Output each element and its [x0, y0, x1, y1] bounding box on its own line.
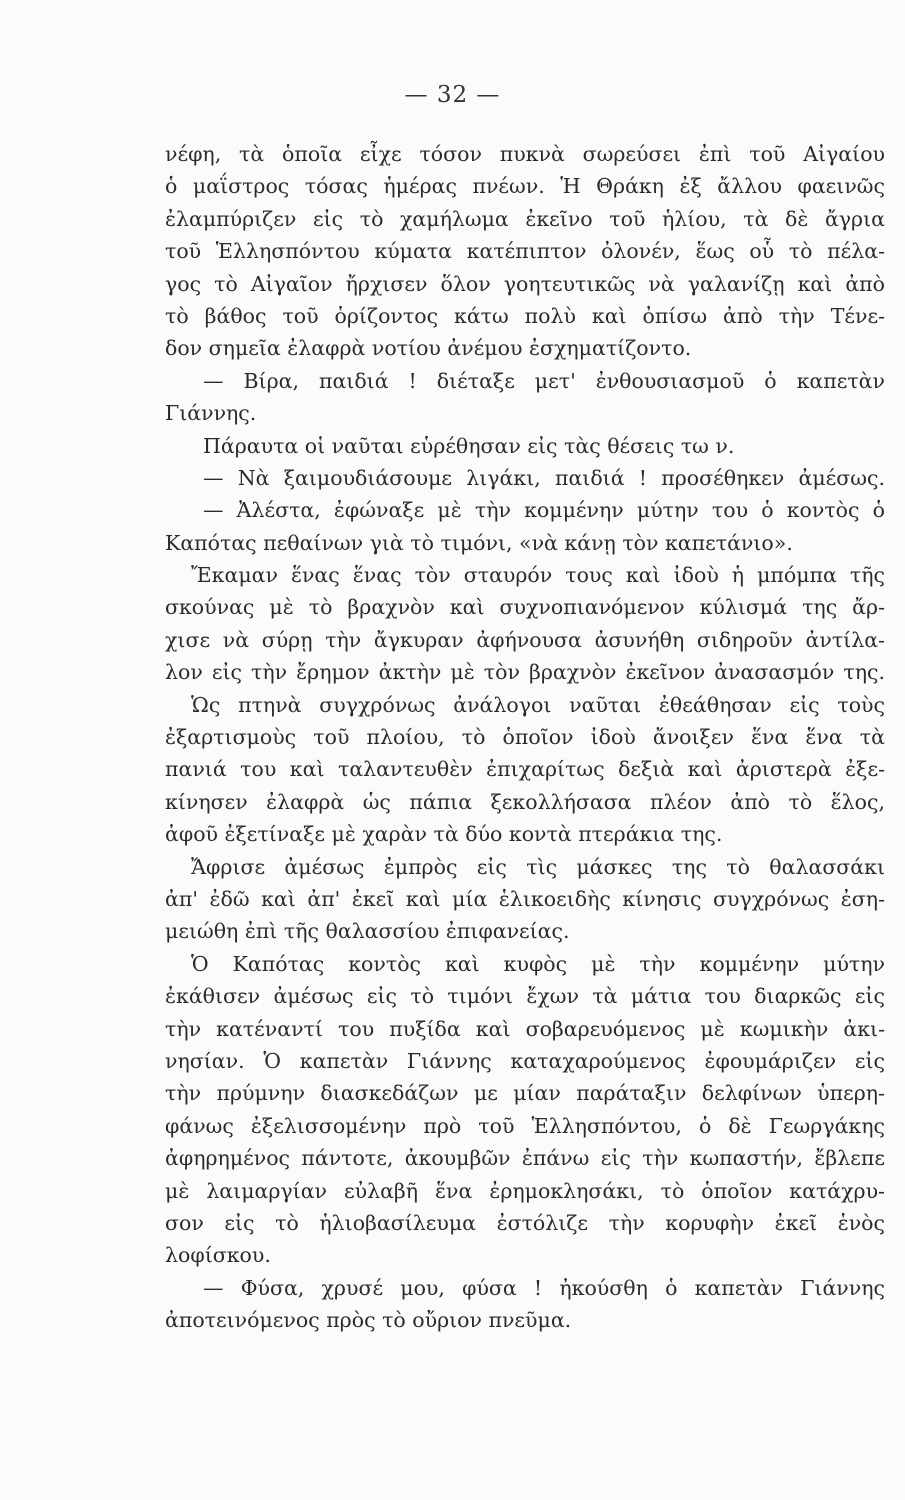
text-line: ἐξαρτισμοὺς τοῦ πλοίου, τὸ ὁποῖον ἰδοὺ ἄνοιξεν ἕνα ἕνα τὰ [165, 725, 885, 750]
text-line: Ὁ Καπότας κοντὸς καὶ κυφὸς μὲ τὴν κομμένην μύτην [191, 951, 885, 976]
text-line: τὴν πρύμνην διασκεδάζων με μίαν παράταξιν δελφίνων ὑπερη- [165, 1081, 885, 1106]
text-line: γος τὸ Αἰγαῖον ἤρχισεν ὅλον γοητευτικῶς νὰ γαλανίζῃ καὶ ἀπὸ [165, 271, 885, 296]
page-number: — 32 — [404, 82, 501, 108]
text-line: τοῦ Ἑλλησπόντου κύματα κατέπιπτον ὀλονέν, ἕως οὗ τὸ πέλα- [165, 239, 885, 264]
text-line: ἀποτεινόμενος πρὸς τὸ οὔριον πνεῦμα. [165, 1308, 572, 1333]
text-line: Καπότας πεθαίνων γιὰ τὸ τιμόνι, «νὰ κάνῃ τὸν καπετάνιο». [165, 530, 793, 555]
body-text [165, 138, 885, 1336]
text-line: — Ἀλέστα, ἐφώναξε μὲ τὴν κομμένην μύτην του ὁ κοντὸς ὁ [203, 498, 885, 523]
text-line: ἐκάθισεν ἀμέσως εἰς τὸ τιμόνι ἔχων τὰ μάτια του διαρκῶς εἰς [165, 984, 885, 1009]
text-line: λοφίσκου. [165, 1243, 271, 1268]
text-line: ἀπ' ἐδῶ καὶ ἀπ' ἐκεῖ καὶ μία ἑλικοειδὴς κίνησις συγχρόνως ἐση- [165, 886, 885, 911]
text-line: — Βίρα, παιδιά ! διέταξε μετ' ἐνθουσιασμοῦ ὁ καπετὰν [203, 368, 885, 393]
text-line: τὴν κατέναντί του πυξίδα καὶ σοβαρευόμενος μὲ κωμικὴν ἀκι- [165, 1016, 885, 1041]
text-line: νησίαν. Ὁ καπετὰν Γιάννης καταχαρούμενος ἐφουμάριζεν εἰς [165, 1048, 885, 1073]
text-line: — Φύσα, χρυσέ μου, φύσα ! ἠκούσθη ὁ καπετὰν Γιάννης [203, 1275, 885, 1300]
text-line: πανιά του καὶ ταλαντευθὲν ἐπιχαρίτως δεξιὰ καὶ ἀριστερὰ ἐξε- [165, 757, 885, 782]
text-line: Ὡς πτηνὰ συγχρόνως ἀνάλογοι ναῦται ἐθεάθησαν εἰς τοὺς [191, 692, 885, 717]
text-line: λον εἰς τὴν ἔρημον ἀκτὴν μὲ τὸν βραχνὸν ἐκεῖνον ἀνασασμόν της. [165, 660, 885, 685]
text-line: μειώθη ἐπὶ τῆς θαλασσίου ἐπιφανείας. [165, 919, 570, 944]
text-line: σον εἰς τὸ ἡλιοβασίλευμα ἐστόλιζε τὴν κορυφὴν ἐκεῖ ἑνὸς [165, 1210, 885, 1235]
text-line: — Νὰ ξαιμουδιάσουμε λιγάκι, παιδιά ! προσέθηκεν ἀμέσως. [203, 465, 885, 490]
text-line: Ἔκαμαν ἕνας ἕνας τὸν σταυρόν τους καὶ ἰδοὺ ἡ μπόμπα τῆς [191, 563, 885, 588]
text-line: σκούνας μὲ τὸ βραχνὸν καὶ συχνοπιανόμενον κύλισμά της ἄρ- [165, 595, 885, 620]
text-line: ἀφοῦ ἐξετίναξε μὲ χαρὰν τὰ δύο κοντὰ πτεράκια της. [165, 822, 723, 847]
text-line: τὸ βάθος τοῦ ὁρίζοντος κάτω πολὺ καὶ ὀπίσω ἀπὸ τὴν Τένε- [165, 303, 885, 328]
text-line: κίνησεν ἐλαφρὰ ὡς πάπια ξεκολλήσασα πλέον ἀπὸ τὸ ἕλος, [165, 789, 885, 814]
text-line: φάνως ἐξελισσομένην πρὸ τοῦ Ἑλλησπόντου, ὁ δὲ Γεωργάκης [165, 1113, 885, 1138]
text-line: Ἄφρισε ἀμέσως ἐμπρὸς εἰς τὶς μάσκες της τὸ θαλασσάκι [191, 854, 885, 879]
text-line: Γιάννης. [165, 401, 257, 426]
text-line: ἐλαμπύριζεν εἰς τὸ χαμήλωμα ἐκεῖνο τοῦ ἡλίου, τὰ δὲ ἄγρια [165, 206, 885, 231]
text-line: μὲ λαιμαργίαν εὐλαβῆ ἕνα ἐρημοκλησάκι, τὸ ὁποῖον κατάχρυ- [165, 1178, 885, 1203]
text-line: ἀφηρημένος πάντοτε, ἀκουμβῶν ἐπάνω εἰς τὴν κωπαστήν, ἔβλεπε [165, 1146, 885, 1171]
text-line: ὁ μαΐστρος τόσας ἡμέρας πνέων. Ἡ Θράκη ἐξ ἄλλου φαεινῶς [165, 174, 885, 199]
text-line: Πάραυτα οἱ ναῦται εὑρέθησαν εἰς τὰς θέσεις τω ν. [203, 433, 735, 458]
text-line: δον σημεῖα ἐλαφρὰ νοτίου ἀνέμου ἐσχηματίζοντο. [165, 336, 692, 361]
text-line: νέφη, τὰ ὁποῖα εἶχε τόσον πυκνὰ σωρεύσει ἐπὶ τοῦ Αἰγαίου [165, 142, 885, 166]
text-line: χισε νὰ σύρῃ τὴν ἄγκυραν ἀφήνουσα ἀσυνήθη σιδηροῦν ἀντίλα- [165, 627, 885, 652]
